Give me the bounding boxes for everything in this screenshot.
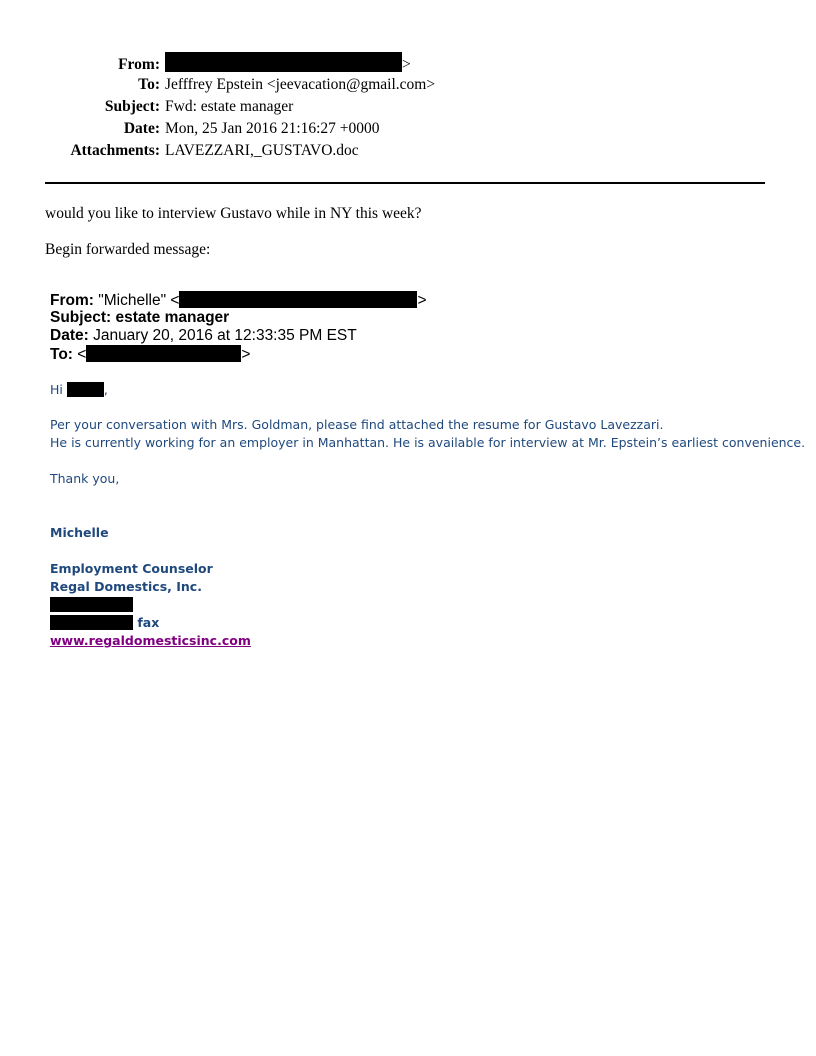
message-greeting — [50, 381, 108, 399]
attachment-link[interactable]: LAVEZZARI,_GUSTAVO.doc — [165, 142, 359, 159]
date-value: Mon, 25 Jan 2016 21:16:27 +0000 — [165, 120, 380, 137]
body-question: would you like to interview Gustavo while in NY this week? — [45, 205, 422, 222]
from-label: From: — [118, 56, 160, 73]
redaction-block — [179, 291, 417, 308]
header-to-row — [45, 74, 765, 96]
forwarded-header — [50, 291, 427, 363]
header-divider — [45, 182, 765, 184]
fwd-date-label: Date: — [50, 327, 89, 344]
signature-title: Employment Counselor — [50, 561, 213, 576]
signature-fax — [50, 614, 159, 632]
signature-website-row — [50, 632, 251, 650]
body-forwarded-intro: Begin forwarded message: — [45, 241, 211, 258]
fwd-from-suffix: > — [417, 292, 427, 309]
redaction-block — [50, 597, 133, 612]
fwd-date-row — [50, 327, 427, 345]
from-suffix: > — [402, 56, 411, 73]
signature-phone — [50, 596, 133, 614]
signature-company: Regal Domestics, Inc. — [50, 579, 202, 594]
fwd-from-label: From: — [50, 292, 94, 309]
signature-name: Michelle — [50, 525, 109, 540]
subject-label: Subject: — [104, 98, 160, 115]
message-paragraph-1: Per your conversation with Mrs. Goldman, please find attached the resume for Gustavo Lavezzari. — [50, 417, 664, 432]
fwd-subject-value: estate manager — [115, 309, 230, 326]
fax-label: fax — [137, 615, 160, 630]
message-paragraph-2: He is currently working for an employer in Manhattan. He is available for interview at Mr. Epstein’s earliest convenience. — [50, 435, 806, 450]
email-header — [45, 52, 765, 162]
website-link[interactable]: www.regaldomesticsinc.com — [50, 633, 251, 648]
header-date-row — [45, 118, 765, 140]
from-value — [165, 52, 411, 76]
fwd-subject-row — [50, 309, 427, 327]
attachments-label: Attachments: — [70, 142, 160, 159]
fwd-to-suffix: > — [241, 346, 251, 363]
to-value: Jefffrey Epstein <jeevacation@gmail.com> — [165, 76, 436, 93]
fwd-to-value: < — [72, 346, 87, 363]
redaction-block — [50, 615, 133, 630]
fwd-to-label: To: — [50, 346, 73, 363]
to-label: To: — [138, 76, 160, 93]
fwd-from-value: "Michelle" < — [93, 292, 180, 309]
greeting-text: Hi — [50, 382, 63, 397]
fwd-from-row — [50, 291, 427, 309]
header-attachments-row — [45, 140, 765, 162]
fwd-to-row — [50, 345, 427, 363]
date-label: Date: — [123, 120, 160, 137]
subject-value: Fwd: estate manager — [165, 98, 294, 115]
redaction-block — [165, 52, 402, 72]
fwd-date-value: January 20, 2016 at 12:33:35 PM EST — [88, 327, 357, 344]
fwd-subject-label: Subject: — [50, 309, 112, 326]
header-subject-row — [45, 96, 765, 118]
redaction-block — [86, 345, 241, 362]
message-closing: Thank you, — [50, 471, 120, 486]
redaction-block — [67, 382, 104, 397]
header-from-row — [45, 52, 765, 74]
greeting-suffix: , — [103, 382, 108, 397]
